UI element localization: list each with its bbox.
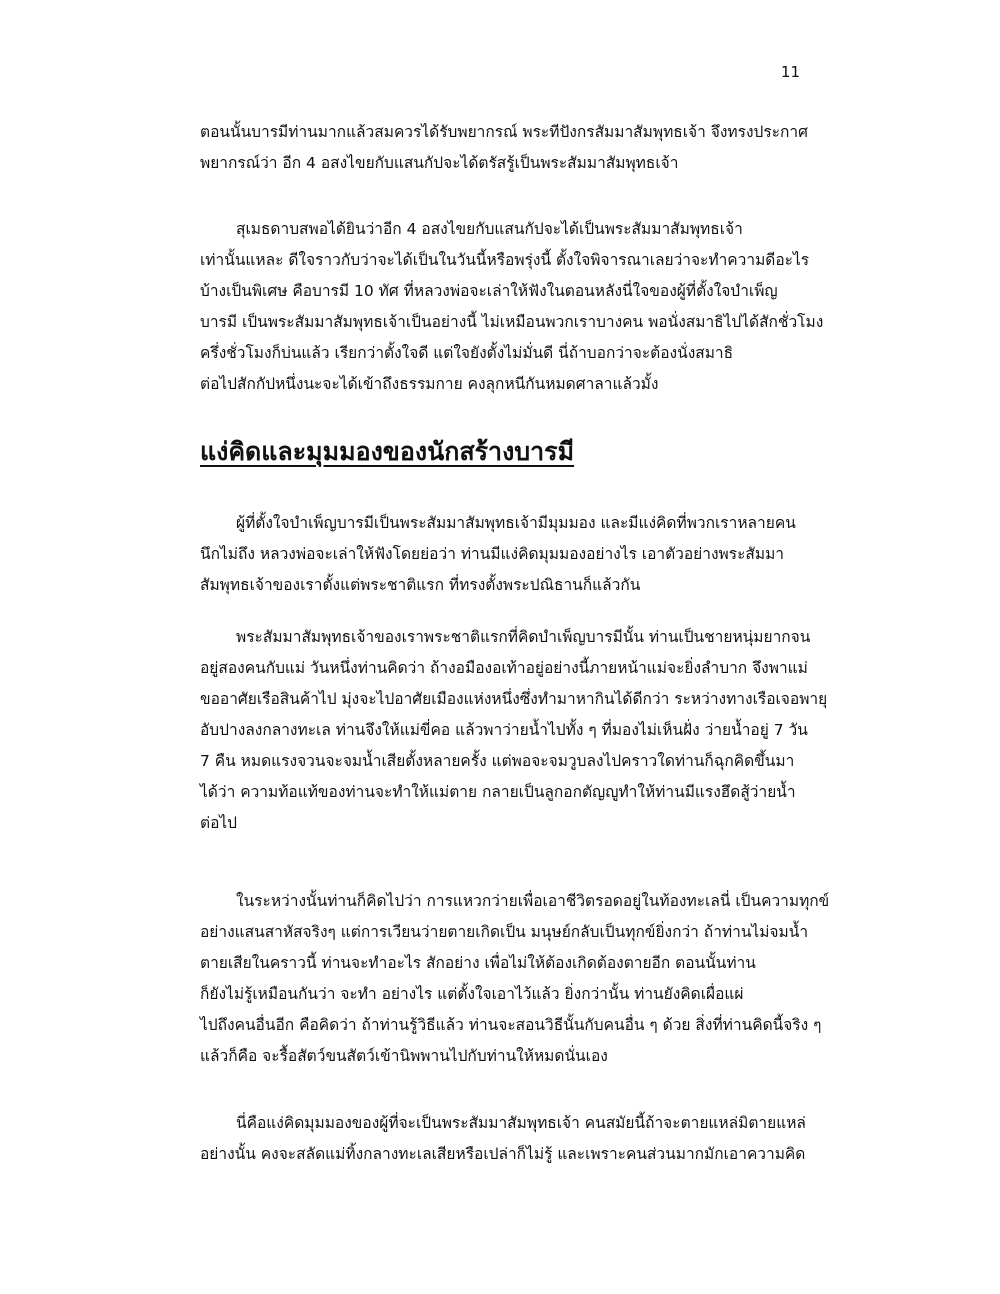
text-line: บารมี เป็นพระสัมมาสัมพุทธเจ้าเป็นอย่างนี้ ไม่เหมือนพวกเราบางคน พอนั่งสมาธิไปได้สักชั่วโมง (200, 313, 824, 331)
paragraph-6 (200, 1108, 820, 1170)
text-line: ในระหว่างนั้นท่านก็คิดไปว่า การแหวกว่ายเพื่อเอาชีวิตรอดอยู่ในท้องทะเลนี่ เป็นความทุกข์ (236, 892, 830, 910)
text-line: 7 คืน หมดแรงจวนจะจมน้ำเสียตั้งหลายครั้ง แต่พอจะจมวูบลงไปคราวใดท่านก็ฉุกคิดขึ้นมา (200, 752, 795, 770)
paragraph-2 (200, 214, 824, 400)
text-line: ขออาศัยเรือสินค้าไป มุ่งจะไปอาศัยเมืองแห่งหนึ่งซึ่งทำมาหากินได้ดีกว่า ระหว่างทางเรือเจอพายุ (200, 690, 828, 708)
text-line: ตอนนั้นบารมีท่านมากแล้วสมควรได้รับพยากรณ์ พระทีปังกรสัมมาสัมพุทธเจ้า จึงทรงประกาศ (200, 123, 808, 141)
text-line: ไปถึงคนอื่นอีก คือคิดว่า ถ้าท่านรู้วิธีแล้ว ท่านจะสอนวิธีนั้นกับคนอื่น ๆ ด้วย สิ่งที่ท่านคิดนี้จริง ๆ (200, 1016, 822, 1034)
paragraph-5 (200, 886, 830, 1072)
text-line: สุเมธดาบสพอได้ยินว่าอีก 4 อสงไขยกับแสนกัปจะได้เป็นพระสัมมาสัมพุทธเจ้า (236, 220, 743, 238)
text-line: ครึ่งชั่วโมงก็บ่นแล้ว เรียกว่าตั้งใจดี แต่ใจยังตั้งไม่มั่นดี นี่ถ้าบอกว่าจะต้องนั่งสมาธิ (200, 344, 734, 362)
paragraph-4 (200, 622, 828, 839)
text-line: ต่อไปสักกัปหนึ่งนะจะได้เข้าถึงธรรมกาย คงลุกหนีกันหมดศาลาแล้วมั้ง (200, 375, 659, 393)
page-number: 11 (780, 63, 800, 81)
text-line: แล้วก็คือ จะรื้อสัตว์ขนสัตว์เข้านิพพานไปกับท่านให้หมดนั่นเอง (200, 1047, 608, 1065)
section-heading: แง่คิดและมุมมองของนักสร้างบารมี (200, 437, 575, 466)
text-line: นึกไม่ถึง หลวงพ่อจะเล่าให้ฟังโดยย่อว่า ท่านมีแง่คิดมุมมองอย่างไร เอาตัวอย่างพระสัมมา (200, 545, 784, 563)
text-line: นี่คือแง่คิดมุมมองของผู้ที่จะเป็นพระสัมมาสัมพุทธเจ้า คนสมัยนี้ถ้าจะตายแหล่มิตายแหล่ (236, 1114, 806, 1132)
text-line: อย่างนั้น คงจะสลัดแม่ทิ้งกลางทะเลเสียหรือเปล่าก็ไม่รู้ และเพราะคนส่วนมากมักเอาความคิด (200, 1145, 806, 1163)
text-line: ได้ว่า ความท้อแท้ของท่านจะทำให้แม่ตาย กลายเป็นลูกอกตัญญูทำให้ท่านมีแรงฮึดสู้ว่ายน้ำ (200, 783, 796, 801)
text-line: ก็ยังไม่รู้เหมือนกันว่า จะทำ อย่างไร แต่ตั้งใจเอาไว้แล้ว ยิ่งกว่านั้น ท่านยังคิดเผื่อแผ่ (200, 985, 744, 1003)
text-line: อยู่สองคนกับแม่ วันหนึ่งท่านคิดว่า ถ้างอมืองอเท้าอยู่อย่างนี้ภายหน้าแม่จะยิ่งลำบาก จึงพาแม่ (200, 659, 808, 677)
text-line: บ้างเป็นพิเศษ คือบารมี 10 ทัศ ที่หลวงพ่อจะเล่าให้ฟังในตอนหลังนี่ใจของผู้ที่ตั้งใจบำเพ็ญ (200, 282, 778, 300)
text-line: สัมพุทธเจ้าของเราตั้งแต่พระชาติแรก ที่ทรงตั้งพระปณิธานก็แล้วกัน (200, 576, 641, 594)
text-line: ผู้ที่ตั้งใจบำเพ็ญบารมีเป็นพระสัมมาสัมพุทธเจ้ามีมุมมอง และมีแง่คิดที่พวกเราหลายคน (236, 514, 796, 532)
text-line: อย่างแสนสาหัสจริงๆ แต่การเวียนว่ายตายเกิดเป็น มนุษย์กลับเป็นทุกข์ยิ่งกว่า ถ้าท่านไม่จมน้ำ (200, 923, 809, 941)
text-line: ตายเสียในคราวนี้ ท่านจะทำอะไร สักอย่าง เพื่อไม่ให้ต้องเกิดต้องตายอีก ตอนนั้นท่าน (200, 954, 756, 972)
text-line: พระสัมมาสัมพุทธเจ้าของเราพระชาติแรกที่คิดบำเพ็ญบารมีนั้น ท่านเป็นชายหนุ่มยากจน (236, 628, 811, 646)
text-line: เท่านั้นแหละ ดีใจราวกับว่าจะได้เป็นในวันนี้หรือพรุ่งนี้ ตั้งใจพิจารณาเลยว่าจะทำความดีอะไร (200, 251, 810, 269)
text-line: ต่อไป (200, 814, 238, 832)
paragraph-1 (200, 117, 820, 179)
paragraph-3 (200, 508, 820, 601)
text-line: อับปางลงกลางทะเล ท่านจึงให้แม่ขี่คอ แล้วพาว่ายน้ำไปทั้ง ๆ ที่มองไม่เห็นฝั่ง ว่ายน้ำอยู่ 7 วัน (200, 721, 808, 739)
text-line: พยากรณ์ว่า อีก 4 อสงไขยกับแสนกัปจะได้ตรัสรู้เป็นพระสัมมาสัมพุทธเจ้า (200, 154, 679, 172)
